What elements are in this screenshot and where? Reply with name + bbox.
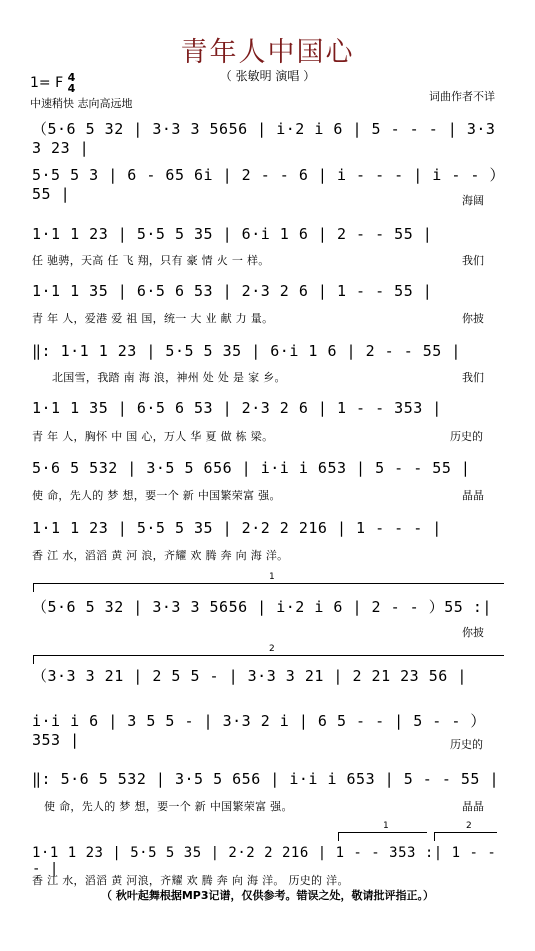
time-bottom: 4	[67, 82, 76, 95]
tempo-marking: 中速稍快 志向高远地	[30, 97, 133, 110]
volta-2-label: 2	[269, 644, 275, 654]
song-title: 青年人中国心	[180, 37, 355, 68]
lyric-line-6: 青 年 人，胸怀 中 国 心，万人 华 夏 做 栋 梁。	[32, 430, 274, 443]
ending-1-label: 1	[383, 821, 389, 831]
score-line-2: 5·5 5 3 | 6 - 65 6i | 2 - - 6 | i - - - | i - - ）55 |	[32, 166, 498, 203]
lyric-tail-4: 你披	[462, 312, 484, 325]
singer-credit: （ 张敏明 演唱 ）	[219, 69, 316, 83]
score-line-4: 1·1 1 35 | 6·5 6 53 | 2·3 2 6 | 1 - - 55 |	[32, 282, 433, 300]
score-line-10: （3·3 3 21 | 2 5 5 - | 3·3 3 21 | 2 21 23 56 |	[32, 667, 467, 685]
volta-1-label: 1	[269, 572, 275, 582]
ending-2-bracket	[434, 821, 497, 841]
score-line-11: i·i i 6 | 3 5 5 - | 3·3 2 i | 6 5 - - | 5 - - ）353 |	[32, 712, 486, 749]
score-line-1: （5·6 5 32 | 3·3 3 5656 | i·2 i 6 | 5 - - - | 3·3 3 23 |	[32, 120, 496, 157]
lyric-tail-7: 晶晶	[462, 489, 484, 502]
score-line-7: 5·6 5 532 | 3·5 5 656 | i·i i 653 | 5 - - 55 |	[32, 459, 471, 477]
score-line-3: 1·1 1 23 | 5·5 5 35 | 6·i 1 6 | 2 - - 55 |	[32, 225, 433, 243]
time-signature	[68, 72, 76, 94]
key-label: 1= F	[30, 75, 64, 91]
composer-credit: 词曲作者不详	[429, 90, 495, 103]
score-line-9: （5·6 5 32 | 3·3 3 5656 | i·2 i 6 | 2 - - ）55 :|	[32, 598, 492, 616]
score-line-12: ‖: 5·6 5 532 | 3·5 5 656 | i·i i 653 | 5 - - 55 |	[32, 770, 500, 788]
score-line-8: 1·1 1 23 | 5·5 5 35 | 2·2 2 216 | 1 - - - |	[32, 519, 442, 537]
lyric-line-3: 任 驰骋，天高 任 飞 翔，只有 豪 情 火 一 样。	[32, 254, 270, 267]
score-line-6: 1·1 1 35 | 6·5 6 53 | 2·3 2 6 | 1 - - 353 |	[32, 399, 442, 417]
volta-2-bracket	[33, 644, 504, 664]
transcriber-note: （ 秋叶起舞根据MP3记谱，仅供参考。错误之处，敬请批评指正。）	[101, 889, 434, 902]
lyric-line-5: 北国雪，我踏 南 海 浪，神州 处 处 是 家 乡。	[52, 371, 286, 384]
lyric-line-4: 青 年 人，爱港 爱 祖 国，统一 大 业 献 力 量。	[32, 312, 274, 325]
lyric-line-13: 香 江 水，滔滔 黄 河浪，齐耀 欢 腾 奔 向 海 洋。 历史的 洋。	[32, 874, 349, 887]
lyric-tail-5: 我们	[462, 371, 484, 384]
score-line-5: ‖: 1·1 1 23 | 5·5 5 35 | 6·i 1 6 | 2 - - 55 |	[32, 342, 461, 360]
lyric-tail-12: 晶晶	[462, 800, 484, 813]
lyric-line-7: 使 命，先人的 梦 想，要一个 新 中国繁荣富 强。	[32, 489, 281, 502]
volta-1-bracket	[33, 572, 504, 592]
lyric-tail-2: 海阔	[462, 194, 484, 207]
lyric-tail-11: 历史的	[450, 738, 483, 751]
lyric-tail-6: 历史的	[450, 430, 483, 443]
lyric-line-8: 香 江 水，滔滔 黄 河 浪，齐耀 欢 腾 奔 向 海 洋。	[32, 549, 289, 562]
score-line-13: 1·1 1 23 | 5·5 5 35 | 2·2 2 216 | 1 - - 353 :| 1 - - - |	[32, 845, 497, 877]
lyric-tail-3: 我们	[462, 254, 484, 267]
ending-2-label: 2	[466, 821, 472, 831]
lyric-tail-9: 你披	[462, 626, 484, 639]
lyric-line-12: 使 命，先人的 梦 想，要一个 新 中国繁荣富 强。	[44, 800, 293, 813]
ending-1-bracket	[338, 821, 427, 841]
key-signature	[30, 72, 75, 94]
time-top: 4	[67, 71, 76, 84]
